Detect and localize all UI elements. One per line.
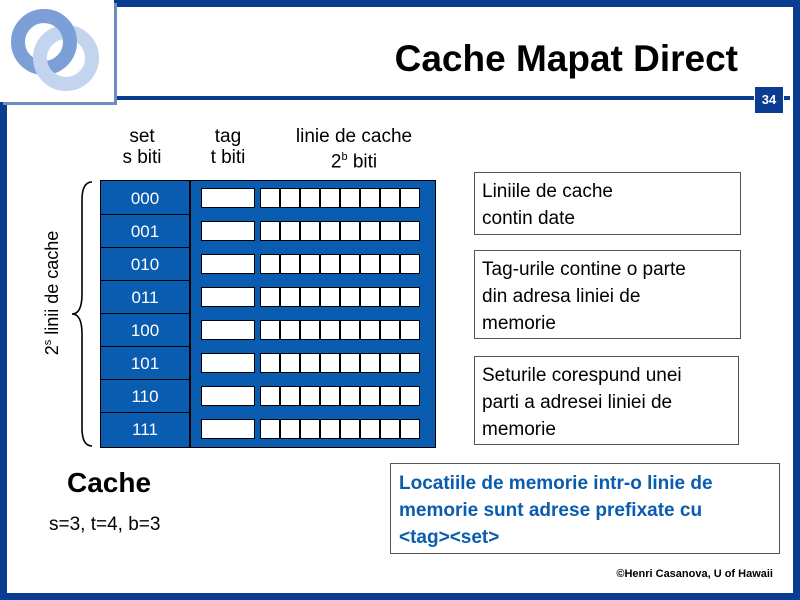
data-cell	[400, 188, 420, 208]
data-cell	[280, 353, 300, 373]
tag-cell	[201, 221, 255, 241]
credit: ©Henri Casanova, U of Hawaii	[616, 568, 773, 580]
data-cell	[320, 419, 340, 439]
data-cell	[320, 287, 340, 307]
data-cell	[300, 188, 320, 208]
data-cell	[380, 254, 400, 274]
data-cell	[280, 287, 300, 307]
data-cell	[360, 320, 380, 340]
data-cell	[360, 353, 380, 373]
data-cell	[380, 320, 400, 340]
data-cell	[360, 419, 380, 439]
page-number: 34	[754, 86, 784, 114]
data-cell	[300, 320, 320, 340]
data-cell	[260, 254, 280, 274]
note-line: din adresa liniei de	[482, 286, 641, 307]
note-line: parti a adresei liniei de	[482, 392, 673, 413]
data-cell	[320, 188, 340, 208]
data-cell	[260, 287, 280, 307]
data-cell	[400, 353, 420, 373]
note-sets	[474, 356, 739, 445]
header-line-top: linie de cache	[295, 126, 413, 147]
data-cell	[360, 221, 380, 241]
note-line: Locatiile de memorie intr-o linie de	[399, 473, 713, 494]
tag-cell	[201, 254, 255, 274]
set-cell-011: 011	[101, 281, 189, 314]
data-cell	[260, 221, 280, 241]
side-label-exp: s	[42, 339, 54, 346]
data-cell	[320, 320, 340, 340]
set-cell-010: 010	[101, 248, 189, 281]
data-cell	[260, 386, 280, 406]
data-cell	[280, 254, 300, 274]
set-cell-101: 101	[101, 347, 189, 380]
tag-cell	[201, 320, 255, 340]
data-cell	[400, 221, 420, 241]
data-cell	[280, 386, 300, 406]
data-cell	[400, 386, 420, 406]
data-cell	[340, 320, 360, 340]
data-cell	[400, 419, 420, 439]
data-cell	[280, 419, 300, 439]
cache-label: Cache	[67, 467, 152, 498]
set-cell-000: 000	[101, 182, 189, 215]
data-cell	[380, 419, 400, 439]
data-cell	[320, 221, 340, 241]
data-cell	[260, 188, 280, 208]
tag-cell	[201, 188, 255, 208]
data-cell	[260, 419, 280, 439]
data-cell	[380, 188, 400, 208]
title-bar	[102, 18, 790, 100]
note-line: Seturile corespund unei	[482, 365, 682, 386]
header-cache-line	[282, 126, 426, 172]
tag-cell	[201, 386, 255, 406]
data-cell	[400, 254, 420, 274]
data-cell	[380, 287, 400, 307]
side-label-lines	[42, 198, 63, 388]
data-cell	[340, 221, 360, 241]
data-cell	[320, 386, 340, 406]
data-cell	[280, 320, 300, 340]
data-cell	[300, 287, 320, 307]
data-cell	[380, 386, 400, 406]
note-line: Liniile de cache	[482, 181, 613, 202]
data-cell	[400, 287, 420, 307]
slide-title: Cache Mapat Direct	[394, 38, 738, 79]
data-cell	[300, 221, 320, 241]
header-tag	[196, 126, 260, 168]
data-cell	[400, 320, 420, 340]
note-memory-locations	[390, 463, 780, 554]
data-cell	[260, 320, 280, 340]
note-line: memorie	[482, 313, 556, 334]
header-line-bits	[282, 147, 426, 172]
logo	[0, 0, 114, 102]
data-cell	[320, 353, 340, 373]
header-line-suffix: biti	[347, 151, 378, 173]
set-cell-111: 111	[101, 413, 189, 446]
side-label-suffix: linii de cache	[42, 230, 62, 340]
set-cell-110: 110	[101, 380, 189, 413]
side-label-base: 2	[42, 345, 62, 356]
cache-params: s=3, t=4, b=3	[49, 514, 161, 535]
note-tags	[474, 250, 741, 339]
data-cell	[260, 353, 280, 373]
header-tag-line1: tag	[214, 126, 242, 147]
header-set-line1: set	[129, 126, 155, 147]
data-cell	[300, 254, 320, 274]
data-cell	[380, 221, 400, 241]
data-cell	[360, 188, 380, 208]
header-set	[110, 126, 174, 168]
tag-cell	[201, 287, 255, 307]
tag-cell	[201, 353, 255, 373]
header-line-base: 2	[330, 151, 342, 173]
data-cell	[340, 254, 360, 274]
set-cell-001: 001	[101, 215, 189, 248]
chain-link-logo-icon	[8, 6, 104, 94]
note-line: contin date	[482, 208, 575, 229]
data-cell	[300, 419, 320, 439]
data-cell	[300, 353, 320, 373]
note-line: memorie sunt adrese prefixate cu	[399, 500, 703, 521]
data-cell	[320, 254, 340, 274]
note-line: Tag-urile contine o parte	[482, 259, 686, 280]
cache-table	[100, 180, 436, 448]
data-cell	[300, 386, 320, 406]
data-cell	[380, 353, 400, 373]
data-cell	[340, 419, 360, 439]
note-line: <tag><set>	[399, 527, 500, 548]
data-cell	[360, 287, 380, 307]
data-cell	[360, 386, 380, 406]
data-cell	[340, 386, 360, 406]
header-tag-line2: t biti	[210, 147, 246, 168]
note-line: memorie	[482, 419, 556, 440]
header-line-exp: b	[341, 151, 348, 163]
set-cell-100: 100	[101, 314, 189, 347]
data-cell	[280, 188, 300, 208]
data-cell	[360, 254, 380, 274]
note-cache-lines	[474, 172, 741, 235]
header-set-line2: s biti	[122, 147, 162, 168]
tag-cell	[201, 419, 255, 439]
data-cell	[280, 221, 300, 241]
data-cell	[340, 188, 360, 208]
curly-brace-icon	[70, 180, 96, 448]
data-cell	[340, 353, 360, 373]
data-cell	[340, 287, 360, 307]
table-divider	[189, 181, 191, 447]
